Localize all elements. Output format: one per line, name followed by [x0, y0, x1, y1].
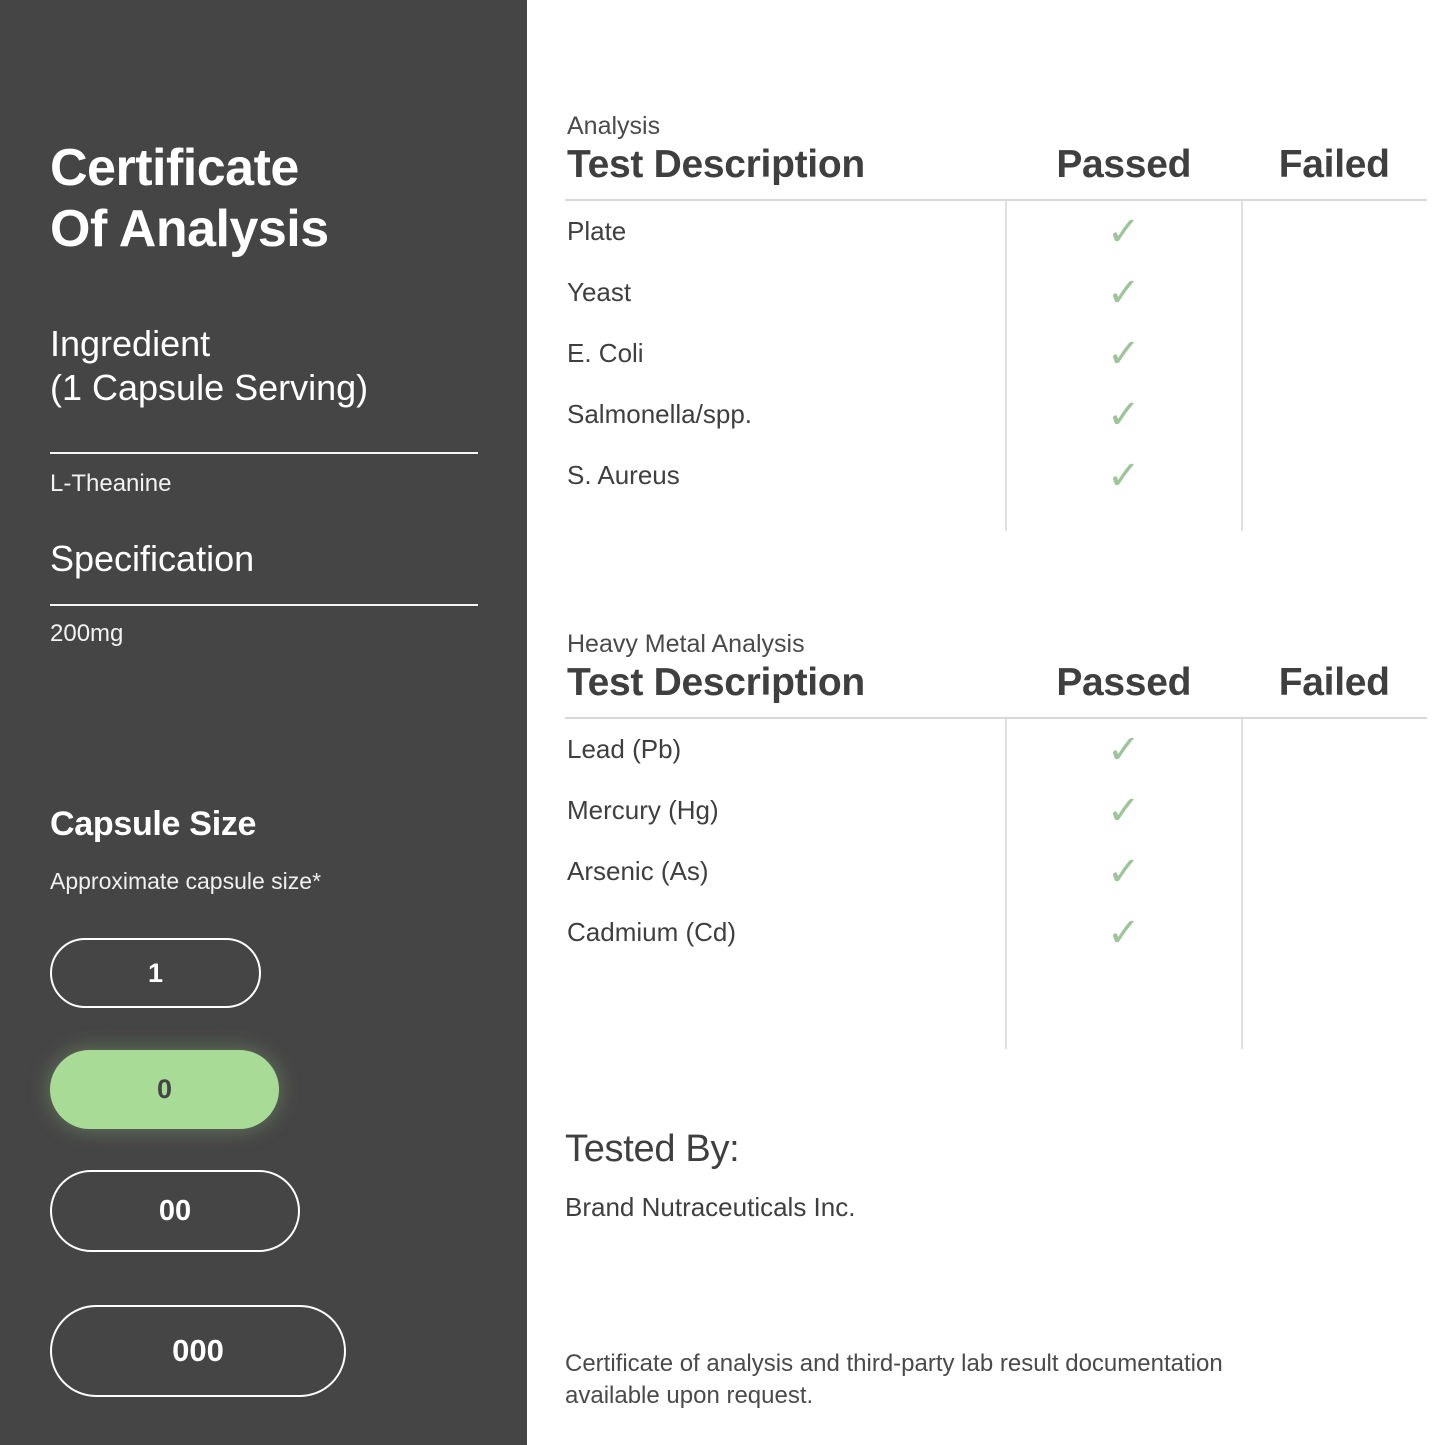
column-header-test-description: Test Description: [567, 143, 865, 186]
test-name: Lead (Pb): [567, 734, 682, 764]
table-row: [565, 384, 1427, 445]
heavy-metal-table-header: [565, 661, 1427, 719]
column-header-failed: Failed: [1278, 143, 1390, 186]
column-header-failed: Failed: [1278, 661, 1390, 704]
capsule-size-option-0-selected[interactable]: [50, 1050, 279, 1129]
heavy-metal-section-label: Heavy Metal Analysis: [567, 630, 805, 658]
analysis-table-body: [565, 201, 1427, 506]
ingredient-heading-block: [50, 322, 490, 410]
capsule-size-note: Approximate capsule size*: [50, 868, 322, 894]
specification-heading: Specification: [50, 538, 255, 579]
capsule-size-option-label: 0: [156, 1074, 173, 1104]
capsule-size-option-00[interactable]: [50, 1170, 300, 1252]
heavy-metal-section: [565, 630, 1427, 963]
table-row: [565, 445, 1427, 506]
passed-check-icon: ✓: [1106, 392, 1141, 437]
capsule-size-option-label: 00: [158, 1194, 192, 1227]
tested-by-name: Brand Nutraceuticals Inc.: [565, 1192, 856, 1222]
right-results-panel: [527, 0, 1445, 1445]
capsule-size-option-label: 000: [172, 1333, 224, 1368]
passed-check-icon: ✓: [1106, 849, 1141, 894]
analysis-table-header: [565, 143, 1427, 201]
column-header-test-description: Test Description: [567, 661, 865, 704]
table-row: [565, 262, 1427, 323]
capsule-size-option-1[interactable]: [50, 938, 261, 1008]
tested-by-title: Tested By:: [565, 1128, 740, 1170]
page-title: [50, 138, 470, 261]
column-header-passed: Passed: [1056, 661, 1192, 704]
ingredient-subheading: (1 Capsule Serving): [50, 366, 369, 408]
passed-check-icon: ✓: [1106, 270, 1141, 315]
table-row: [565, 201, 1427, 262]
analysis-section-label: Analysis: [567, 112, 661, 140]
table-divider-right: [1241, 719, 1243, 1049]
table-row: [565, 841, 1427, 902]
test-name: Mercury (Hg): [567, 795, 719, 825]
test-name: Arsenic (As): [567, 856, 709, 886]
specification-value: 200mg: [50, 620, 124, 647]
passed-check-icon: ✓: [1106, 788, 1141, 833]
test-name: Cadmium (Cd): [567, 917, 737, 947]
table-row: [565, 323, 1427, 384]
passed-check-icon: ✓: [1106, 209, 1141, 254]
table-row: [565, 719, 1427, 780]
test-name: Yeast: [567, 277, 632, 307]
capsule-size-option-label: 1: [147, 957, 164, 988]
ingredient-heading: Ingredient: [50, 323, 211, 364]
heavy-metal-table-body: [565, 719, 1427, 963]
passed-check-icon: ✓: [1106, 453, 1141, 498]
test-name: E. Coli: [567, 338, 644, 368]
left-info-panel: [0, 0, 527, 1445]
column-header-passed: Passed: [1056, 143, 1192, 186]
footnote-text: Certificate of analysis and third-party lab result documentation available upon request.: [565, 1350, 1223, 1410]
test-name: Salmonella/spp.: [567, 399, 752, 429]
table-divider-right: [1241, 201, 1243, 531]
test-name: S. Aureus: [567, 460, 680, 490]
divider-ingredient: [50, 452, 478, 454]
passed-check-icon: ✓: [1106, 727, 1141, 772]
test-name: Plate: [567, 216, 627, 246]
page-title-line1: Certificate: [50, 139, 299, 197]
passed-check-icon: ✓: [1106, 910, 1141, 955]
analysis-section: [565, 112, 1427, 506]
table-row: [565, 902, 1427, 963]
ingredient-value: L-Theanine: [50, 470, 172, 497]
table-divider-left: [1005, 201, 1007, 531]
table-row: [565, 780, 1427, 841]
divider-specification: [50, 604, 478, 606]
capsule-size-title: Capsule Size: [50, 805, 257, 843]
capsule-size-option-000[interactable]: [50, 1305, 346, 1397]
table-divider-left: [1005, 719, 1007, 1049]
passed-check-icon: ✓: [1106, 331, 1141, 376]
page-title-line2: Of Analysis: [50, 200, 329, 259]
